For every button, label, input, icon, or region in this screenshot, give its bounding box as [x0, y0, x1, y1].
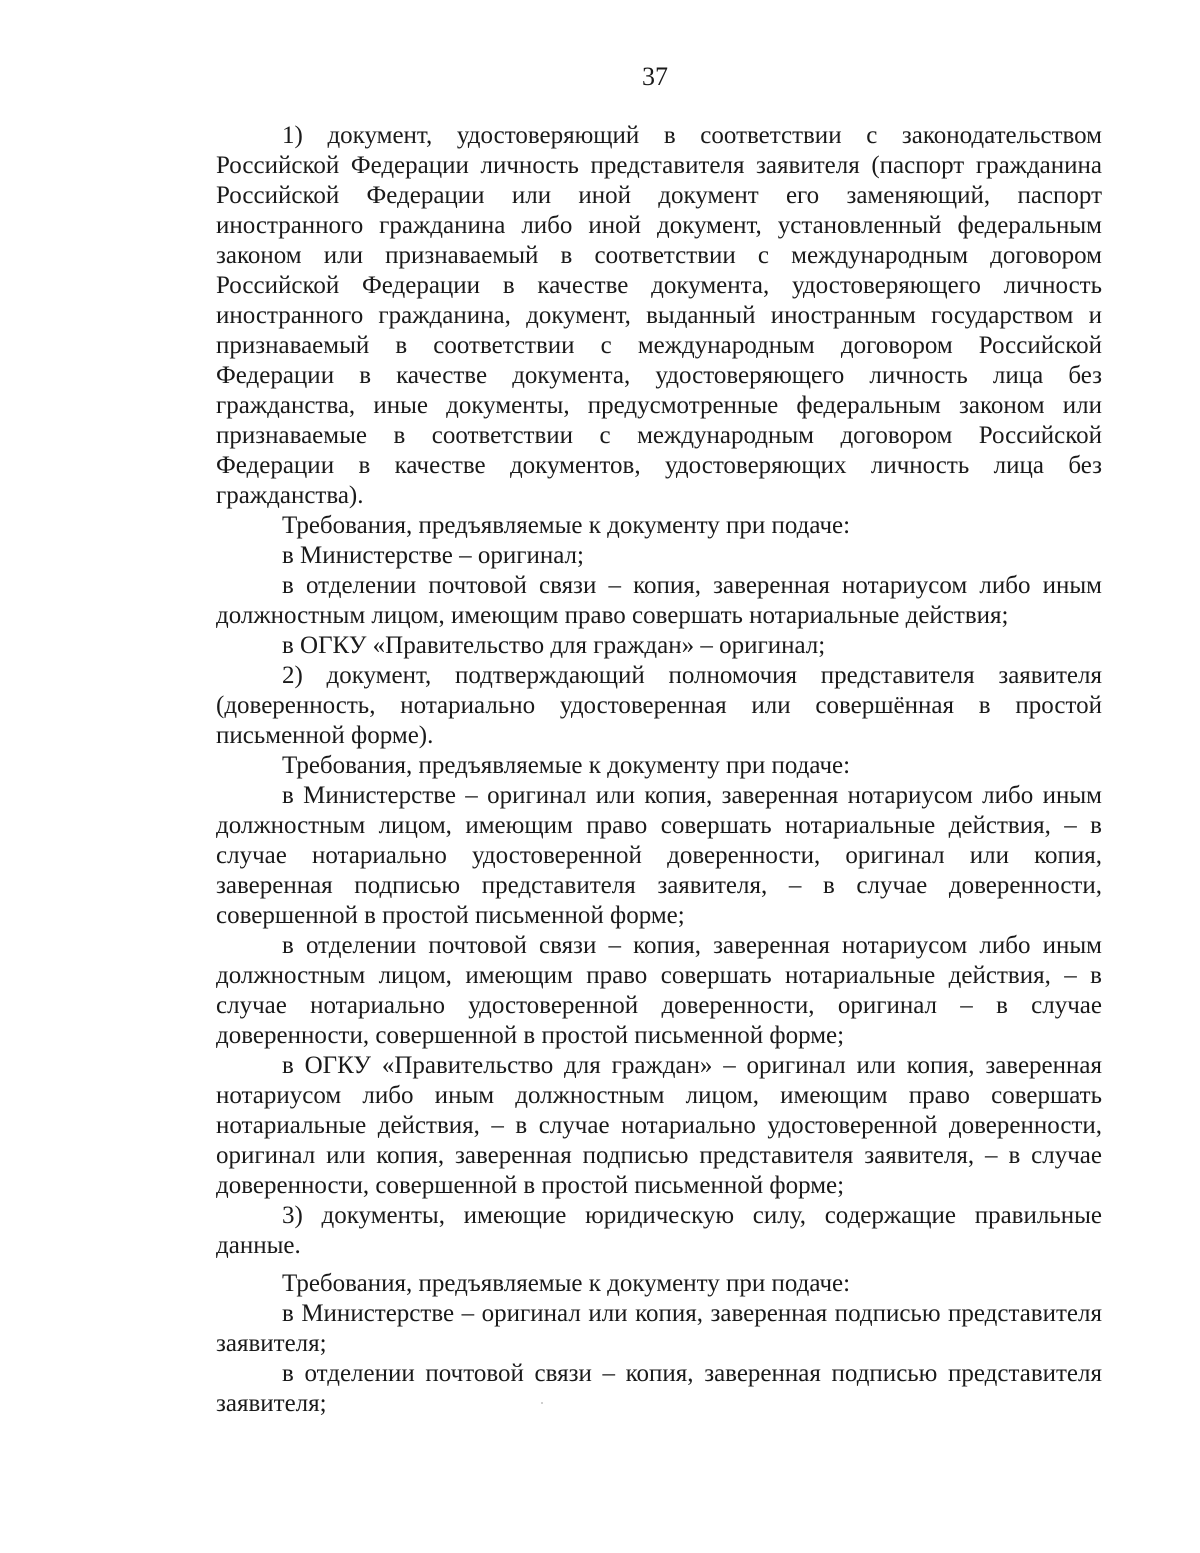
- paragraph-ministry-authority: в Министерстве – оригинал или копия, заверенная нотариусом либо иным должностным лицом, имеющим право совершать нотариальные действия, – в случае нотариально удостоверенной доверенности, оригинал или копия, заверенная подписью представителя заявителя, – в случае доверенности, совершенной в простой письменной форме;: [216, 782, 1102, 929]
- paragraph-identity-document: 1) документ, удостоверяющий в соответствии с законодательством Российской Федерации личность представителя заявителя (паспорт гражданина Российской Федерации или иной документ его заменяющий, паспорт иностранного гражданина либо иной документ, установленный федеральным законом или признаваемый в соответствии с международным договором Российской Федерации в качестве документа, удостоверяющего личность иностранного гражданина, документ, выданный иностранным государством и признаваемый в соответствии с международным договором Российской Федерации в качестве документа, удостоверяющего личность лица без гражданства, иные документы, предусмотренные федеральным законом или признаваемые в соответствии с международным договором Российской Федерации в качестве документов, удостоверяющих личность лица без гражданства).: [216, 122, 1102, 509]
- paragraph-ogku-authority: в ОГКУ «Правительство для граждан» – оригинал или копия, заверенная нотариусом либо иным должностным лицом, имеющим право совершать нотариальные действия, – в случае нотариально удостоверенной доверенности, оригинал или копия, заверенная подписью представителя заявителя, – в случае доверенности, совершенной в простой письменной форме;: [216, 1052, 1102, 1199]
- paragraph-ogku-original: в ОГКУ «Правительство для граждан» – оригинал;: [282, 632, 826, 659]
- paragraph-post-office-copy: в отделении почтовой связи – копия, заверенная нотариусом либо иным должностным лицом, имеющим право совершать нотариальные действия;: [216, 572, 1102, 629]
- paragraph-ministry-original: в Министерстве – оригинал;: [282, 542, 584, 569]
- paragraph-authority-document: 2) документ, подтверждающий полномочия представителя заявителя (доверенность, нотариально удостоверенная или совершённая в простой письменной форме).: [216, 662, 1102, 749]
- paragraph-post-office-authority: в отделении почтовой связи – копия, заверенная нотариусом либо иным должностным лицом, имеющим право совершать нотариальные действия, – в случае нотариально удостоверенной доверенности, оригинал – в случае доверенности, совершенной в простой письменной форме;: [216, 932, 1102, 1049]
- paragraph-requirements-heading: Требования, предъявляемые к документу при подаче:: [282, 1270, 851, 1297]
- paragraph-ministry-legal: в Министерстве – оригинал или копия, заверенная подписью представителя заявителя;: [216, 1300, 1102, 1357]
- paragraph-legal-documents: 3) документы, имеющие юридическую силу, содержащие правильные данные.: [216, 1202, 1102, 1259]
- paragraph-requirements-heading: Требования, предъявляемые к документу при подаче:: [282, 752, 851, 779]
- page-number: 37: [642, 62, 668, 91]
- paragraph-post-office-legal: в отделении почтовой связи – копия, заверенная подписью представителя заявителя;: [216, 1360, 1102, 1417]
- document-body: [216, 121, 1102, 1419]
- scan-speck: [541, 1402, 543, 1404]
- paragraph-requirements-heading: Требования, предъявляемые к документу при подаче:: [282, 512, 851, 539]
